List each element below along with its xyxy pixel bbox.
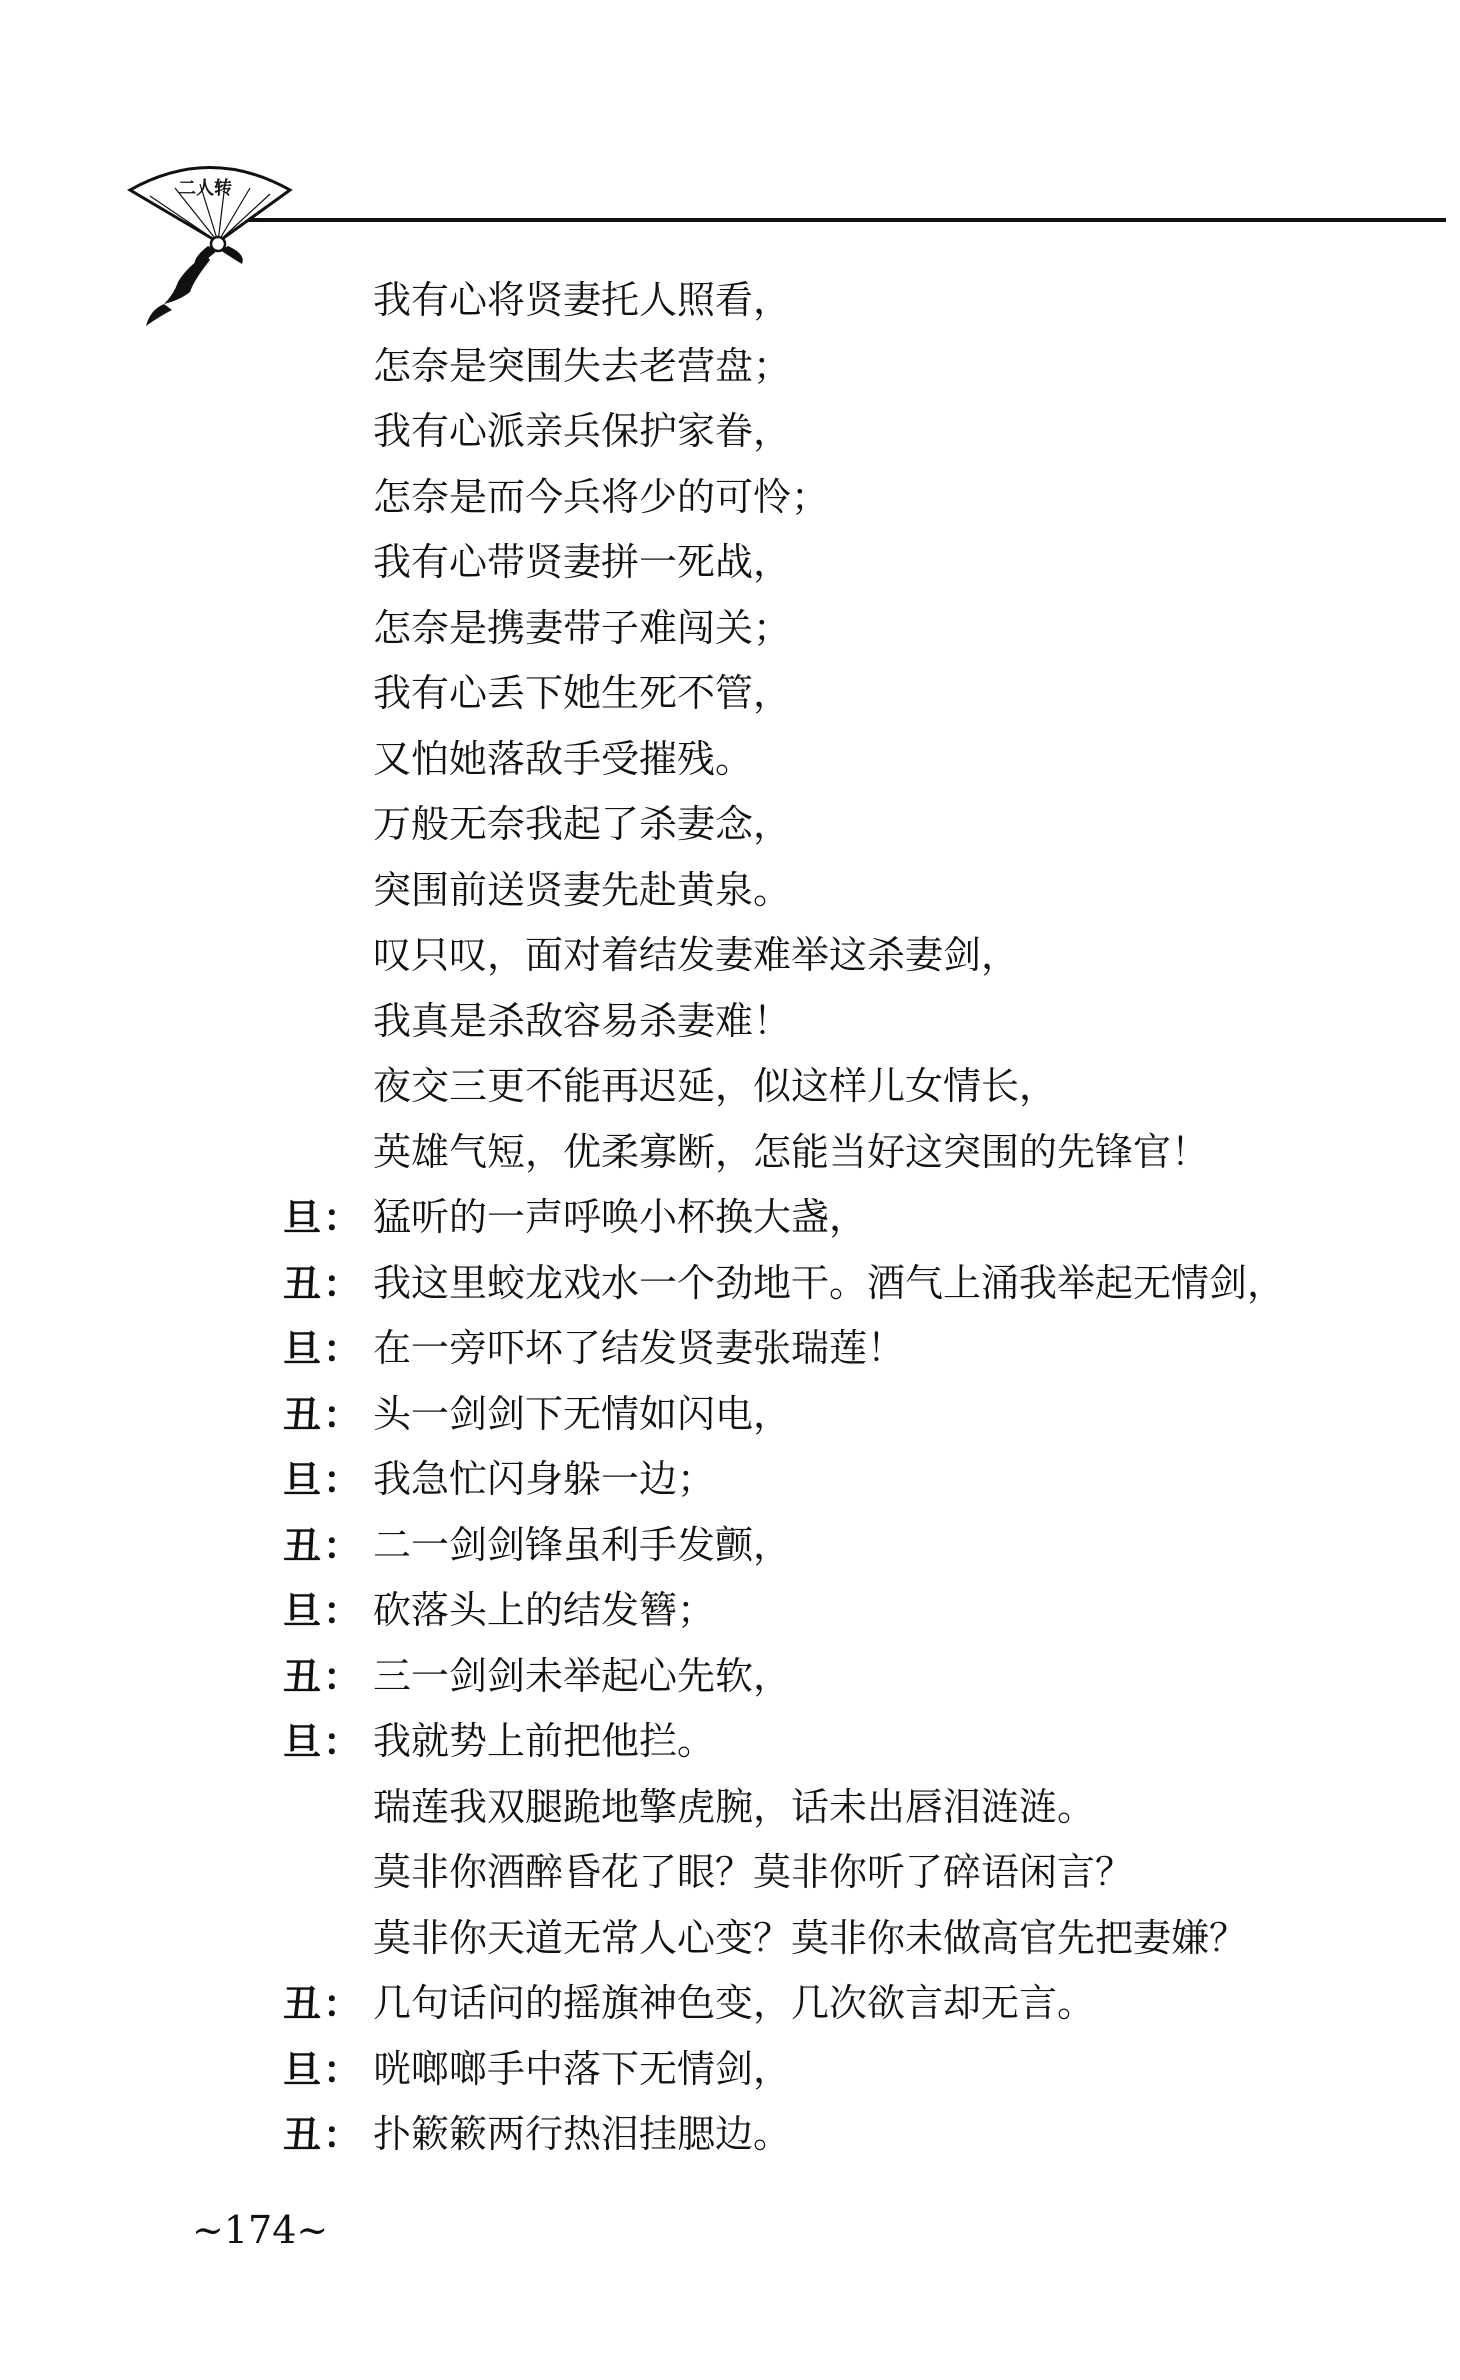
line-text: 我这里蛟龙戏水一个劲地干。酒气上涌我举起无情剑， xyxy=(373,1260,1286,1305)
line-text: 我有心丢下她生死不管， xyxy=(373,671,792,715)
line-text: 莫非你酒醉昏花了眼？莫非你听了碎语闲言？ xyxy=(373,1850,1134,1894)
speaker-label: 旦： xyxy=(283,1719,364,1764)
line-text: 我真是杀敌容易杀妻难！ xyxy=(373,998,792,1043)
line-text: 怎奈是突围失去老营盘； xyxy=(373,343,792,388)
line-text: 猛听的一声呼唤小杯换大盏， xyxy=(373,1195,868,1239)
line-text: 怎奈是携妻带子难闯关； xyxy=(373,605,792,650)
svg-text:二人转: 二人转 xyxy=(178,178,232,199)
line-text: 叹只叹，面对着结发妻难举这杀妻剑， xyxy=(373,933,1020,977)
text-line xyxy=(0,1644,1460,1710)
line-text: 几句话问的摇旗神色变，几次欲言却无言。 xyxy=(373,1981,1096,2025)
text-line xyxy=(0,727,1460,793)
text-line xyxy=(0,1840,1460,1906)
line-text: 莫非你天道无常人心变？莫非你未做高官先把妻嫌？ xyxy=(373,1915,1248,1960)
text-line xyxy=(0,268,1460,334)
line-text: 扑簌簌两行热泪挂腮边。 xyxy=(373,2112,792,2156)
text-line xyxy=(0,1316,1460,1382)
text-line xyxy=(0,530,1460,596)
line-text: 咣啷啷手中落下无情剑， xyxy=(373,2046,792,2091)
line-text: 夜交三更不能再迟延，似这样儿女情长， xyxy=(373,1064,1058,1108)
speaker-label: 丑： xyxy=(283,1391,364,1437)
speaker-label: 旦： xyxy=(283,1326,364,1371)
text-line xyxy=(0,923,1460,989)
line-text: 我有心派亲兵保护家眷， xyxy=(373,409,792,453)
speaker-label: 丑： xyxy=(283,1981,364,2026)
speaker-label: 旦： xyxy=(283,1588,364,1633)
line-text: 在一旁吓坏了结发贤妻张瑞莲！ xyxy=(373,1326,906,1370)
speaker-label: 丑： xyxy=(283,2112,364,2157)
line-text: 我有心将贤妻托人照看， xyxy=(373,278,792,322)
speaker-label: 丑： xyxy=(283,1260,364,1306)
line-text: 又怕她落敌手受摧残。 xyxy=(373,736,754,781)
line-text: 三一剑剑未举起心先软， xyxy=(373,1653,792,1698)
text-line xyxy=(0,465,1460,531)
speaker-label: 丑： xyxy=(283,1653,364,1699)
text-line xyxy=(0,989,1460,1055)
text-line xyxy=(0,1054,1460,1120)
line-text: 二一剑剑锋虽利手发颤， xyxy=(373,1522,792,1567)
text-line xyxy=(0,1120,1460,1186)
header-rule xyxy=(248,218,1446,222)
page-number: ~174~ xyxy=(192,2208,329,2252)
text-line xyxy=(0,1447,1460,1513)
text-line xyxy=(0,661,1460,727)
line-text: 怎奈是而今兵将少的可怜； xyxy=(373,474,830,519)
text-line xyxy=(0,1906,1460,1972)
text-line xyxy=(0,1513,1460,1579)
text-line xyxy=(0,1578,1460,1644)
speaker-label: 旦： xyxy=(283,1457,364,1502)
text-line xyxy=(0,399,1460,465)
text-line xyxy=(0,792,1460,858)
text-line xyxy=(0,1251,1460,1317)
text-line xyxy=(0,1775,1460,1841)
text-line xyxy=(0,858,1460,924)
text-line xyxy=(0,2102,1460,2168)
text-line xyxy=(0,2037,1460,2103)
text-line xyxy=(0,1709,1460,1775)
script-lines xyxy=(0,268,1460,2168)
line-text: 我有心带贤妻拼一死战， xyxy=(373,540,792,584)
text-line xyxy=(0,1185,1460,1251)
line-text: 我就势上前把他拦。 xyxy=(373,1719,716,1763)
text-line xyxy=(0,1382,1460,1448)
line-text: 英雄气短，优柔寡断，怎能当好这突围的先锋官！ xyxy=(373,1129,1210,1174)
speaker-label: 丑： xyxy=(283,1522,364,1568)
speaker-label: 旦： xyxy=(283,2046,364,2092)
line-text: 砍落头上的结发簪； xyxy=(373,1588,716,1632)
text-line xyxy=(0,596,1460,662)
speaker-label: 旦： xyxy=(283,1195,364,1240)
text-line xyxy=(0,1971,1460,2037)
line-text: 瑞莲我双腿跪地擎虎腕，话未出唇泪涟涟。 xyxy=(373,1784,1096,1829)
line-text: 我急忙闪身躲一边； xyxy=(373,1457,716,1501)
line-text: 头一剑剑下无情如闪电， xyxy=(373,1391,792,1436)
line-text: 万般无奈我起了杀妻念， xyxy=(373,802,792,846)
line-text: 突围前送贤妻先赴黄泉。 xyxy=(373,867,792,912)
text-line xyxy=(0,334,1460,400)
